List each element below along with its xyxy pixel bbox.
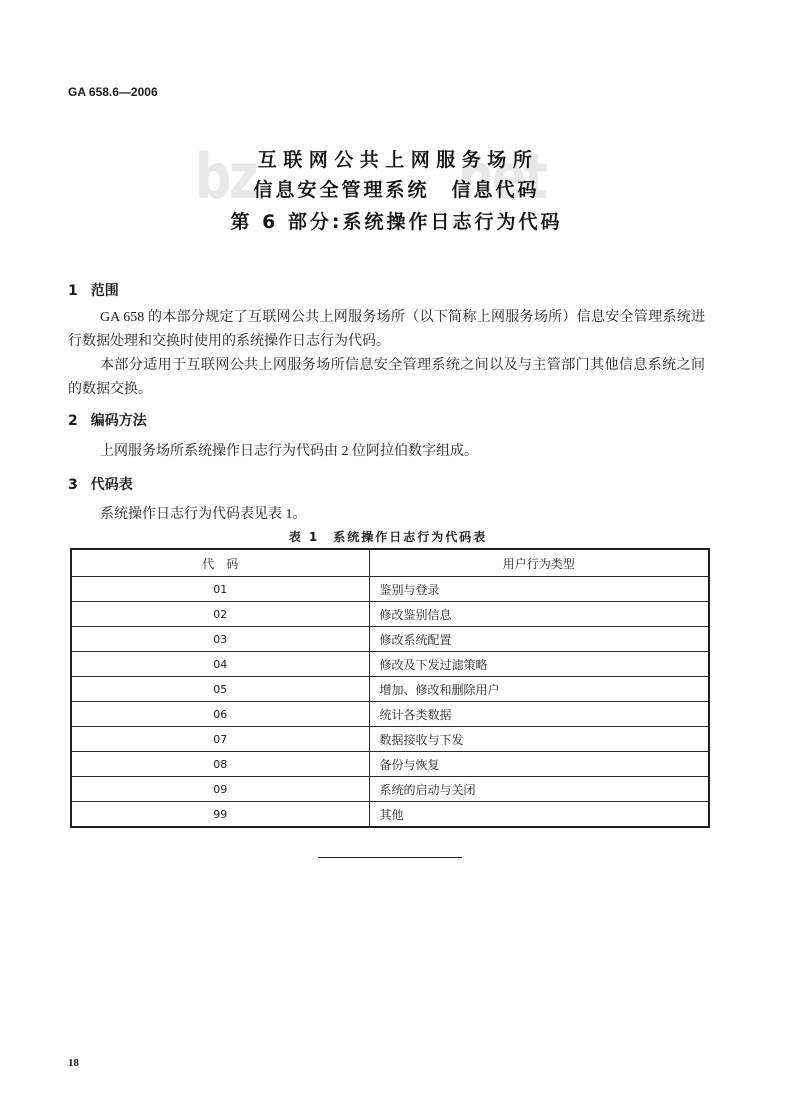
- column-header-code: 代 码: [71, 549, 369, 577]
- code-cell: 06: [71, 702, 369, 727]
- paragraph-line: 的数据交换。: [68, 382, 152, 397]
- section-title: 代码表: [90, 477, 133, 493]
- table-row: [71, 777, 709, 802]
- code-cell: 09: [71, 777, 369, 802]
- document-title: [0, 145, 790, 237]
- paragraph-line: 行数据处理和交换时使用的系统操作日志行为代码。: [68, 334, 390, 349]
- type-cell: 修改系统配置: [369, 627, 709, 652]
- table-row: [71, 802, 709, 828]
- table-row: [71, 577, 709, 602]
- table-row: [71, 627, 709, 652]
- code-cell: 03: [71, 627, 369, 652]
- type-cell: 统计各类数据: [369, 702, 709, 727]
- section-number: 3: [68, 477, 78, 493]
- end-of-document-rule: [318, 857, 462, 858]
- section-number: 2: [68, 413, 78, 429]
- paragraph-line: 本部分适用于互联网公共上网服务场所信息安全管理系统之间以及与主管部门其他信息系统之间: [100, 358, 705, 373]
- table-row: [71, 752, 709, 777]
- paragraph-line: GA 658 的本部分规定了互联网公共上网服务场所（以下简称上网服务场所）信息安全管理系统进: [100, 310, 705, 325]
- type-cell: 备份与恢复: [369, 752, 709, 777]
- code-cell: 05: [71, 677, 369, 702]
- title-line-3: 第 6 部分:系统操作日志行为代码: [230, 211, 563, 233]
- document-code: GA 658.6—2006: [68, 85, 158, 99]
- section-number: 1: [68, 283, 78, 299]
- section-1-heading: [68, 279, 119, 303]
- table-row: [71, 602, 709, 627]
- watermark-left: bz: [195, 140, 257, 213]
- paragraph-line: 系统操作日志行为代码表见表 1。: [100, 507, 307, 522]
- watermark-right: net: [458, 140, 546, 213]
- code-cell: 04: [71, 652, 369, 677]
- type-cell: 增加、修改和删除用户: [369, 677, 709, 702]
- table-header-row: [71, 549, 709, 577]
- type-cell: 数据接收与下发: [369, 727, 709, 752]
- section-title: 编码方法: [90, 413, 147, 429]
- code-table: [70, 548, 710, 828]
- code-cell: 01: [71, 577, 369, 602]
- table-row: [71, 702, 709, 727]
- type-cell: 其他: [369, 802, 709, 828]
- table-row: [71, 677, 709, 702]
- code-cell: 02: [71, 602, 369, 627]
- title-line-2: 信息安全管理系统 信息代码: [253, 179, 540, 201]
- column-header-type: 用户行为类型: [369, 549, 709, 577]
- type-cell: 修改鉴别信息: [369, 602, 709, 627]
- type-cell: 系统的启动与关闭: [369, 777, 709, 802]
- table-row: [71, 652, 709, 677]
- section-3-heading: [68, 473, 133, 497]
- table-caption: 表 1 系统操作日志行为代码表: [288, 530, 488, 544]
- code-cell: 07: [71, 727, 369, 752]
- code-cell: 08: [71, 752, 369, 777]
- code-cell: 99: [71, 802, 369, 828]
- title-line-1: 互联网公共上网服务场所: [257, 149, 539, 171]
- section-title: 范围: [90, 283, 119, 299]
- page-number: 18: [68, 1057, 79, 1069]
- type-cell: 鉴别与登录: [369, 577, 709, 602]
- paragraph-line: 上网服务场所系统操作日志行为代码由 2 位阿拉伯数字组成。: [100, 444, 478, 459]
- table-row: [71, 727, 709, 752]
- type-cell: 修改及下发过滤策略: [369, 652, 709, 677]
- section-2-heading: [68, 409, 147, 433]
